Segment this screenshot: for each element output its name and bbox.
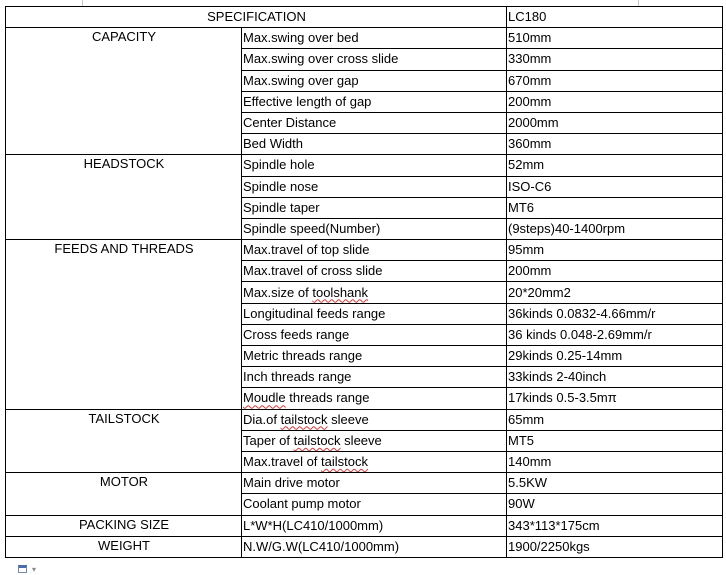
spec-value-cell: 33kinds 2-40inch	[507, 367, 723, 388]
spec-label-cell: Max.swing over gap	[242, 70, 507, 91]
table-header-row	[6, 7, 723, 28]
spec-label-cell: Max.travel of top slide	[242, 240, 507, 261]
dropdown-arrow-icon: ▾	[32, 565, 37, 574]
spec-label-cell: Max.swing over bed	[242, 28, 507, 49]
spec-value-cell: 5.5KW	[507, 473, 723, 494]
spec-label-cell: Longitudinal feeds range	[242, 303, 507, 324]
table-row	[6, 240, 723, 261]
category-cell: WEIGHT	[6, 536, 242, 557]
spec-value-cell: 90W	[507, 494, 723, 515]
spec-value-cell: ISO-C6	[507, 176, 723, 197]
spec-label-cell: Main drive motor	[242, 473, 507, 494]
category-cell: FEEDS AND THREADS	[6, 240, 242, 410]
specification-table	[5, 6, 723, 558]
spec-label-cell	[242, 282, 507, 303]
spellcheck-flagged-word: Moudle	[243, 390, 286, 406]
spec-label-cell: Effective length of gap	[242, 91, 507, 112]
spec-value-cell: 2000mm	[507, 112, 723, 133]
spec-value-cell: 20*20mm2	[507, 282, 723, 303]
spec-value-cell: 330mm	[507, 49, 723, 70]
spec-label-cell: Spindle speed(Number)	[242, 218, 507, 239]
spellcheck-flagged-word: tailstock	[321, 454, 368, 470]
model-header: LC180	[507, 7, 723, 28]
spec-label-cell: N.W/G.W(LC410/1000mm)	[242, 536, 507, 557]
spec-label-cell: Metric threads range	[242, 346, 507, 367]
table-row	[6, 155, 723, 176]
specification-header: SPECIFICATION	[6, 7, 507, 28]
spec-label-cell	[242, 409, 507, 430]
spellcheck-flagged-word: tailstock	[293, 432, 341, 448]
label-text: Taper of	[243, 432, 294, 448]
spec-label-cell: Spindle taper	[242, 197, 507, 218]
spec-label-cell: Cross feeds range	[242, 324, 507, 345]
category-cell: CAPACITY	[6, 28, 242, 155]
spec-value-cell: 29kinds 0.25-14mm	[507, 346, 723, 367]
label-text: sleeve	[327, 411, 369, 427]
spec-value-cell: 200mm	[507, 261, 723, 282]
spec-label-cell: L*W*H(LC410/1000mm)	[242, 515, 507, 536]
spec-label-cell: Max.swing over cross slide	[242, 49, 507, 70]
spec-label-cell: Inch threads range	[242, 367, 507, 388]
spec-value-cell: 200mm	[507, 91, 723, 112]
spec-label-cell	[242, 451, 507, 472]
table-row	[6, 473, 723, 494]
table-row	[6, 536, 723, 557]
label-text: Dia.of	[243, 411, 281, 427]
spec-value-cell: 36kinds 0.0832-4.66mm/r	[507, 303, 723, 324]
spec-label-cell: Spindle nose	[242, 176, 507, 197]
table-row	[6, 409, 723, 430]
spec-value-cell: 95mm	[507, 240, 723, 261]
category-cell: TAILSTOCK	[6, 409, 242, 473]
category-cell: MOTOR	[6, 473, 242, 515]
spec-value-cell: 36 kinds 0.048-2.69mm/r	[507, 324, 723, 345]
spec-value-cell: MT6	[507, 197, 723, 218]
specification-table-body	[6, 7, 723, 558]
spec-label-cell: Max.travel of cross slide	[242, 261, 507, 282]
label-text: sleeve	[340, 432, 382, 448]
spec-label-cell: Center Distance	[242, 112, 507, 133]
spellcheck-flagged-word: toolshank	[312, 284, 369, 300]
label-text: threads range	[285, 390, 370, 406]
spec-value-cell: 140mm	[507, 451, 723, 472]
spec-value-cell: 17kinds 0.5-3.5mπ	[507, 388, 723, 409]
spec-value-cell: 65mm	[507, 409, 723, 430]
spellcheck-flagged-word: tailstock	[280, 411, 328, 427]
spec-label-cell	[242, 430, 507, 451]
label-text: Max.size of	[243, 284, 313, 300]
spec-label-cell	[242, 388, 507, 409]
spec-value-cell: 52mm	[507, 155, 723, 176]
spec-label-cell: Coolant pump motor	[242, 494, 507, 515]
table-row	[6, 28, 723, 49]
category-cell: PACKING SIZE	[6, 515, 242, 536]
spec-value-cell: (9steps)40-1400rpm	[507, 218, 723, 239]
spec-value-cell: MT5	[507, 430, 723, 451]
spec-label-cell: Spindle hole	[242, 155, 507, 176]
document-icon	[18, 565, 27, 573]
table-row	[6, 515, 723, 536]
category-cell: HEADSTOCK	[6, 155, 242, 240]
spec-value-cell: 670mm	[507, 70, 723, 91]
spec-value-cell: 343*113*175cm	[507, 515, 723, 536]
spec-label-cell: Bed Width	[242, 134, 507, 155]
spec-value-cell: 1900/2250kgs	[507, 536, 723, 557]
spec-value-cell: 510mm	[507, 28, 723, 49]
spec-value-cell: 360mm	[507, 134, 723, 155]
label-text: Max.travel of	[243, 454, 322, 470]
